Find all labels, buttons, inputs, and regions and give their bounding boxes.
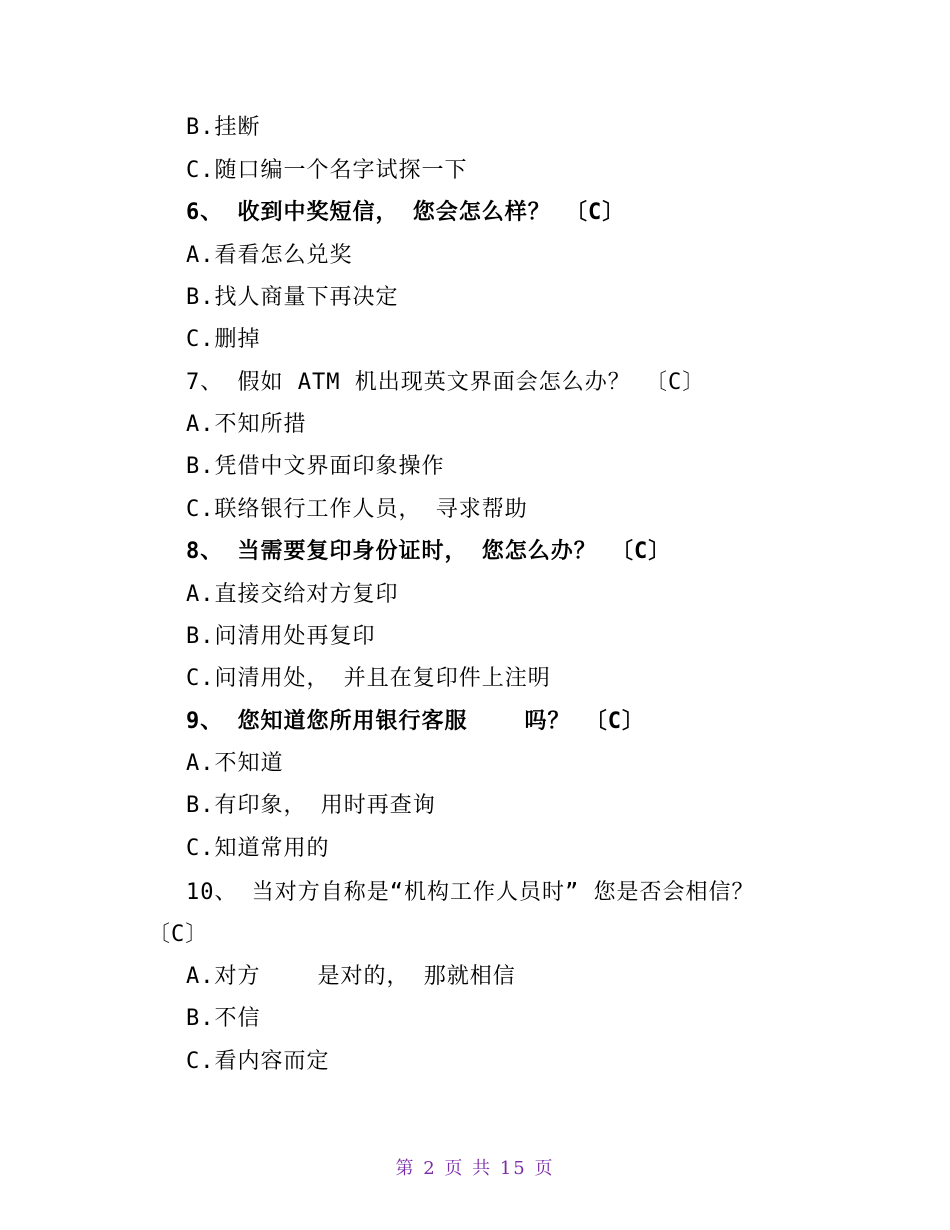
q7-option-b: B.凭借中文界面印象操作 [186, 454, 445, 479]
page-footer: 第 2 页 共 15 页 [395, 1158, 555, 1179]
q10-option-a: A.对方 是对的， 那就相信 [186, 964, 516, 989]
question-6: 6、 收到中奖短信， 您会怎么样？ 〔C〕 [186, 200, 626, 225]
question-7: 7、 假如 ATM 机出现英文界面会怎么办？ 〔C〕 [186, 370, 706, 395]
q9-option-c: C.知道常用的 [186, 836, 330, 861]
question-8: 8、 当需要复印身份证时， 您怎么办？ 〔C〕 [186, 539, 672, 564]
q8-option-b: B.问清用处再复印 [186, 624, 376, 649]
question-10: 10、 当对方自称是“机构工作人员时” 您是否会相信？ [186, 880, 755, 905]
q9-option-a: A.不知道 [186, 751, 284, 776]
q8-option-c: C.问清用处， 并且在复印件上注明 [186, 666, 551, 691]
q9-option-b: B.有印象， 用时再查询 [186, 793, 436, 818]
q7-option-a: A.不知所措 [186, 412, 307, 437]
q5-option-c: C.随口编一个名字试探一下 [186, 158, 468, 183]
q5-option-b: B.挂断 [186, 115, 261, 140]
q6-option-c: C.删掉 [186, 327, 261, 352]
q8-option-a: A.直接交给对方复印 [186, 582, 399, 607]
question-10-answer: 〔C〕 [148, 922, 209, 947]
q6-option-a: A.看看怎么兑奖 [186, 243, 353, 268]
q10-option-b: B.不信 [186, 1006, 261, 1031]
q7-option-c: C.联络银行工作人员， 寻求帮助 [186, 497, 528, 522]
q6-option-b: B.找人商量下再决定 [186, 285, 399, 310]
question-9: 9、 您知道您所用银行客服 吗？ 〔C〕 [186, 709, 645, 734]
q10-option-c: C.看内容而定 [186, 1049, 330, 1074]
